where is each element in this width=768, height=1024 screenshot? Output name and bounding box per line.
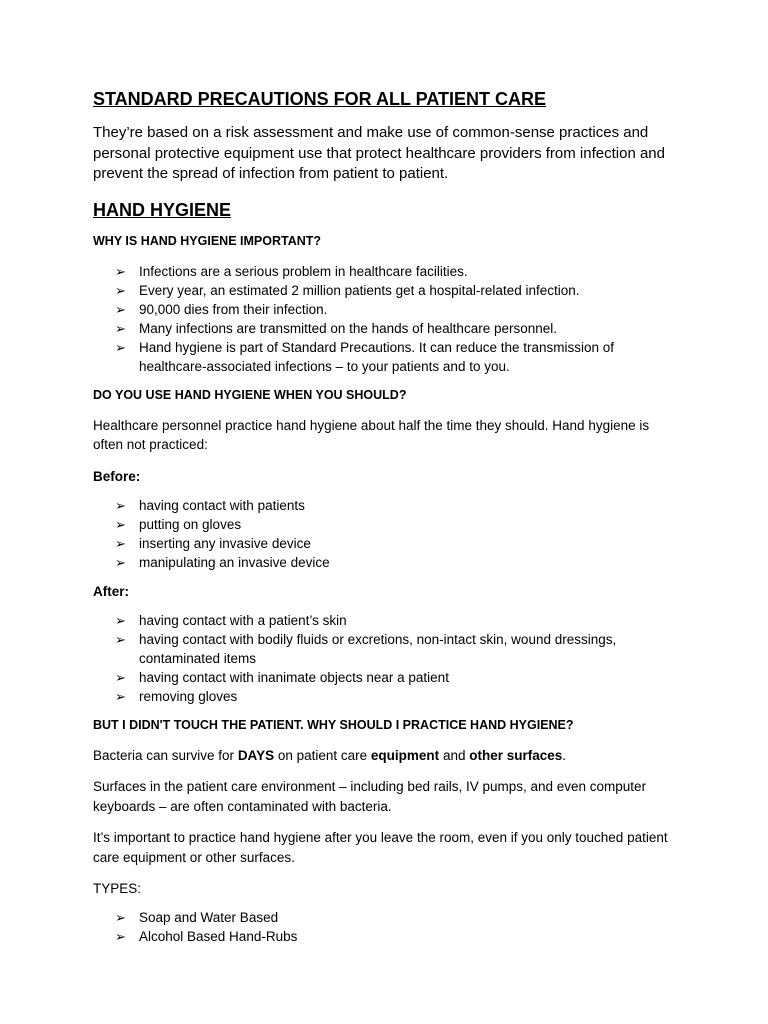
arrow-bullet-icon: ➢ [115, 497, 126, 513]
list-item: ➢ inserting any invasive device [115, 535, 311, 551]
before-list [93, 496, 676, 572]
arrow-bullet-icon: ➢ [115, 929, 126, 944]
list-item: ➢ Infections are a serious problem in healthcare facilities. [115, 263, 468, 279]
types-list [93, 908, 676, 946]
arrow-bullet-icon: ➢ [115, 688, 126, 704]
arrow-bullet-icon: ➢ [115, 910, 126, 925]
arrow-bullet-icon: ➢ [115, 516, 126, 532]
arrow-bullet-icon: ➢ [115, 263, 126, 279]
list-item: ➢ having contact with patients [115, 497, 305, 513]
when-heading: DO YOU USE HAND HYGIENE WHEN YOU SHOULD? [93, 387, 407, 402]
why-list [93, 262, 676, 376]
list-item: ➢ having contact with bodily fluids or excretions, non-intact skin, wound dressings, contaminated items [115, 631, 617, 666]
list-item: ➢ Every year, an estimated 2 million patients get a hospital-related infection. [115, 282, 580, 298]
list-item: ➢ manipulating an invasive device [115, 554, 330, 570]
arrow-bullet-icon: ➢ [115, 631, 126, 647]
arrow-bullet-icon: ➢ [115, 612, 126, 628]
important-paragraph: It’s important to practice hand hygiene after you leave the room, even if you only touched patient care equipment or other surfaces. [93, 830, 668, 865]
list-item: ➢ Many infections are transmitted on the hands of healthcare personnel. [115, 320, 557, 336]
list-item: ➢ 90,000 dies from their infection. [115, 301, 328, 317]
list-item: ➢ Alcohol Based Hand-Rubs [115, 929, 298, 944]
after-label: After: [93, 583, 129, 599]
list-item: ➢ removing gloves [115, 688, 238, 704]
intro-paragraph: They’re based on a risk assessment and make use of common-sense practices and personal protective equipment use that protect healthcare providers from infection and prevent the spread of infection from patient to patient. [93, 124, 665, 182]
touch-heading: BUT I DIDN'T TOUCH THE PATIENT. WHY SHOULD I PRACTICE HAND HYGIENE? [93, 717, 574, 732]
when-paragraph: Healthcare personnel practice hand hygiene about half the time they should. Hand hygiene is often not practiced: [93, 417, 650, 452]
types-label: TYPES: [93, 881, 142, 896]
bacteria-paragraph: Bacteria can survive for DAYS on patient care equipment and other surfaces. [93, 747, 567, 763]
arrow-bullet-icon: ➢ [115, 535, 126, 551]
arrow-bullet-icon: ➢ [115, 301, 126, 317]
list-item: ➢ having contact with inanimate objects near a patient [115, 669, 449, 685]
why-heading: WHY IS HAND HYGIENE IMPORTANT? [93, 233, 322, 248]
list-item: ➢ Hand hygiene is part of Standard Precautions. It can reduce the transmission of healthcare-associated infections – to your patients and to you. [115, 339, 615, 374]
list-item: ➢ Soap and Water Based [115, 910, 279, 925]
page-title: STANDARD PRECAUTIONS FOR ALL PATIENT CARE [93, 89, 546, 109]
arrow-bullet-icon: ➢ [115, 320, 126, 336]
before-label: Before: [93, 468, 141, 484]
after-list [93, 611, 676, 706]
list-item: ➢ having contact with a patient’s skin [115, 612, 347, 628]
list-item: ➢ putting on gloves [115, 516, 242, 532]
arrow-bullet-icon: ➢ [115, 669, 126, 685]
arrow-bullet-icon: ➢ [115, 554, 126, 570]
arrow-bullet-icon: ➢ [115, 282, 126, 298]
hand-hygiene-heading: HAND HYGIENE [93, 199, 232, 220]
arrow-bullet-icon: ➢ [115, 339, 126, 355]
surfaces-paragraph: Surfaces in the patient care environment – including bed rails, IV pumps, and even computer keyboards – are often contaminated with bacteria. [93, 779, 647, 814]
